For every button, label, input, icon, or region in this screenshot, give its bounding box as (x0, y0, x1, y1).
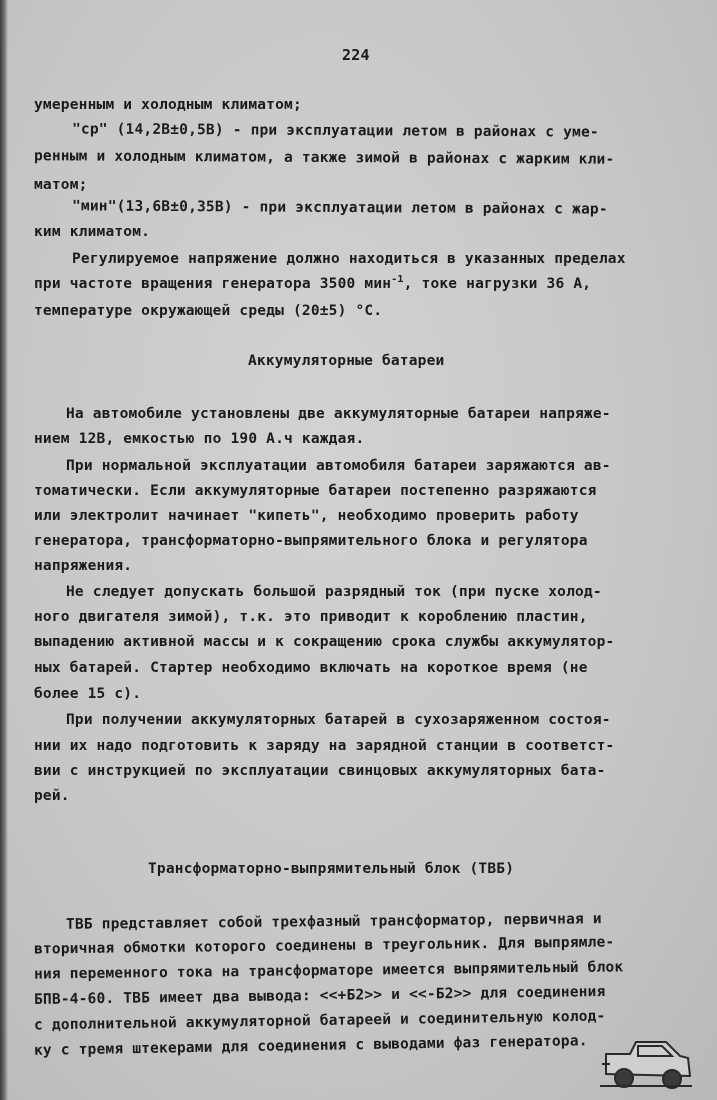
text-line: Не следует допускать большой разрядный ток (при пуске холод- (66, 584, 602, 600)
text-line: ку с тремя штекерами для соединения с выводами фаз генератора. (33, 1033, 588, 1059)
text-line: На автомобиле установлены две аккумуляторные батареи напряже- (66, 406, 611, 422)
text-line: ренным и холодным климатом, а также зимой в районах с жарким кли- (33, 148, 615, 168)
text-line: с дополнительной аккумуляторной батареей и соединительную колод- (33, 1008, 606, 1034)
text-line: ТВБ представляет собой трехфазный трансформатор, первичная и (65, 911, 602, 933)
text-line: выпадению активной массы и к сокращению срока службы аккумулятор- (34, 634, 615, 650)
text-line: ного двигателя зимой), т.к. это приводит к короблению пластин, (34, 609, 588, 625)
text-line: вии с инструкцией по эксплуатации свинцовых аккумуляторных бата- (34, 763, 606, 779)
text-line: ким климатом. (34, 224, 151, 240)
text-line: генератора, трансформаторно-выпрямительного блока и регулятора (34, 533, 588, 549)
text-line: нием 12В, емкостью по 190 А.ч каждая. (34, 431, 365, 447)
text-line: матом; (34, 177, 88, 193)
page-binding-shadow (0, 0, 8, 1100)
text-line: "ср" (14,2В±0,5В) - при эксплуатации летом в районах с уме- (71, 121, 599, 141)
text-line: более 15 с). (34, 686, 142, 702)
text-line: вторичная обмотки которого соединены в треугольник. Для выпрямле- (33, 934, 615, 958)
text-line: или электролит начинает "кипеть", необходимо проверить работу (34, 508, 579, 524)
text-line: температуре окружающей среды (20±5) °С. (34, 303, 383, 319)
text-line: Регулируемое напряжение должно находиться в указанных пределах (72, 251, 626, 267)
text-line: ния переменного тока на трансформаторе имеется выпрямительный блок (33, 959, 624, 983)
text-line: При получении аккумуляторных батарей в сухозаряженном состоя- (66, 712, 611, 728)
text-line: нии их надо подготовить к заряду на зарядной станции в соответст- (34, 738, 615, 754)
section-heading: Аккумуляторные батареи (248, 353, 445, 369)
text-line: рей. (34, 788, 70, 804)
text-line: БПВ-4-60. ТВБ имеет два вывода: <<+Б2>> и <<-Б2>> для соединения (33, 984, 606, 1008)
truck-stamp-icon (596, 1034, 696, 1096)
text-line: "мин"(13,6В±0,35В) - при эксплуатации летом в районах с жар- (71, 198, 608, 218)
text-line: ных батарей. Стартер необходимо включать на короткое время (не (34, 660, 588, 676)
text-line: напряжения. (34, 558, 133, 574)
page-number: 224 (342, 46, 370, 64)
text-line: При нормальной эксплуатации автомобиля батареи заряжаются ав- (66, 458, 611, 474)
text-line: умеренным и холодным климатом; (34, 97, 302, 113)
section-heading: Трансформаторно-выпрямительный блок (ТВБ) (148, 861, 515, 877)
text-line: томатически. Если аккумуляторные батареи постепенно разряжаются (34, 483, 597, 499)
text-line: при частоте вращения генератора 3500 мин$^{-1}$, токе нагрузки 36 А, (34, 274, 592, 292)
